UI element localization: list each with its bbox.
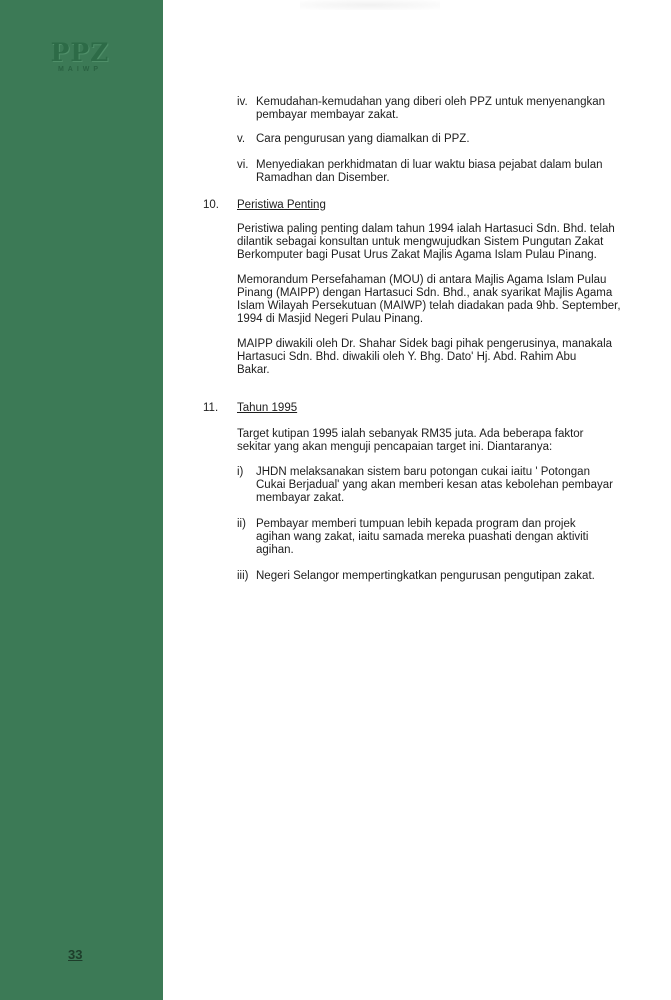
- paragraph-line: Peristiwa paling penting dalam tahun 1994 ialah Hartasuci Sdn. Bhd. telah: [237, 223, 615, 235]
- paragraph-line: Islam Wilayah Persekutuan (MAIWP) telah diadakan pada 9hb. September,: [237, 300, 621, 312]
- paragraph-line: MAIPP diwakili oleh Dr. Shahar Sidek bagi pihak pengerusinya, manakala: [237, 338, 613, 350]
- logo-sub-text: MAIWP: [57, 66, 103, 73]
- list-marker: iii): [237, 570, 249, 582]
- paragraph-line: Pinang (MAIPP) dengan Hartasuci Sdn. Bhd., anak syarikat Majlis Agama: [237, 287, 613, 299]
- section-number: 10.: [203, 199, 219, 211]
- list-marker: i): [237, 466, 244, 478]
- list-item-line: Ramadhan dan Disember.: [256, 172, 390, 184]
- list-item-line: Negeri Selangor mempertingkatkan pengurusan pengutipan zakat.: [256, 570, 595, 582]
- list-marker: v.: [237, 133, 246, 145]
- list-item-line: Menyediakan perkhidmatan di luar waktu biasa pejabat dalam bulan: [256, 159, 603, 171]
- paragraph-line: dilantik sebagai konsultan untuk mengwujudkan Sistem Pungutan Zakat: [237, 236, 604, 248]
- list-item-line: Cara pengurusan yang diamalkan di PPZ.: [256, 133, 470, 145]
- list-item-line: pembayar membayar zakat.: [256, 109, 399, 121]
- list-item-line: Pembayar memberi tumpuan lebih kepada program dan projek: [256, 518, 576, 530]
- list-item-line: membayar zakat.: [256, 492, 345, 504]
- section-number: 11.: [203, 402, 219, 414]
- paragraph-line: Hartasuci Sdn. Bhd. diwakili oleh Y. Bhg. Dato' Hj. Abd. Rahim Abu: [237, 351, 577, 363]
- logo-main-text: PPZ: [50, 38, 110, 67]
- list-item-line: agihan.: [256, 544, 294, 556]
- paragraph-line: Bakar.: [237, 364, 270, 376]
- list-item-line: JHDN melaksanakan sistem baru potongan cukai iaitu ' Potongan: [256, 466, 590, 478]
- page-number: 33: [68, 947, 83, 962]
- list-item-line: agihan wang zakat, iaitu samada mereka puashati dengan aktiviti: [256, 531, 589, 543]
- paragraph-line: Berkomputer bagi Pusat Urus Zakat Majlis Agama Islam Pulau Pinang.: [237, 249, 597, 261]
- paragraph-line: sekitar yang akan menguji pencapaian target ini. Diantaranya:: [237, 441, 553, 453]
- list-item-line: Cukai Berjadual' yang akan memberi kesan atas kebolehan pembayar: [256, 479, 613, 491]
- section-heading: Peristiwa Penting: [237, 199, 326, 211]
- paragraph-line: Target kutipan 1995 ialah sebanyak RM35 juta. Ada beberapa faktor: [237, 428, 584, 440]
- section-heading: Tahun 1995: [237, 402, 298, 414]
- paragraph-line: 1994 di Masjid Negeri Pulau Pinang.: [237, 313, 424, 325]
- list-item-line: Kemudahan-kemudahan yang diberi oleh PPZ untuk menyenangkan: [256, 96, 606, 108]
- paragraph-line: Memorandum Persefahaman (MOU) di antara Majlis Agama Islam Pulau: [237, 274, 607, 286]
- list-marker: ii): [237, 518, 246, 530]
- list-marker: iv.: [237, 96, 248, 108]
- list-marker: vi.: [237, 159, 249, 171]
